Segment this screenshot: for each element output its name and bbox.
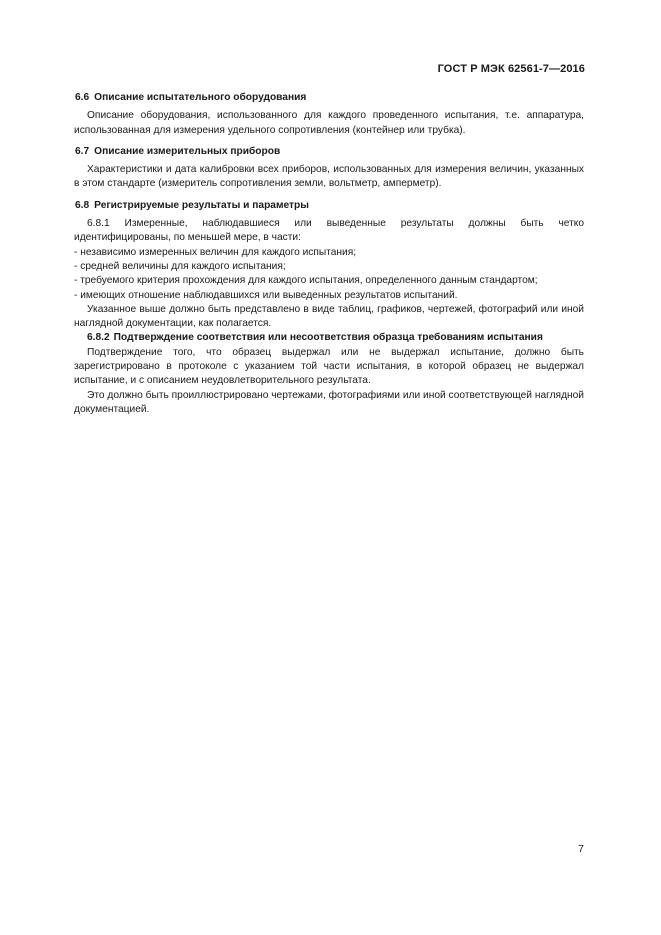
subsection-heading xyxy=(74,331,584,345)
section-paragraph: Характеристики и дата калибровки всех приборов, использованных для измерения величин, указанных в этом стандарте (измеритель сопротивления земли, вольтметр, амперметр). xyxy=(74,164,584,190)
list-item: - имеющих отношение наблюдавшихся или выведенных результатов испытаний. xyxy=(74,289,458,301)
subsection-paragraph: Подтверждение того, что образец выдержал или не выдержал испытание, должно быть зарегистрировано в протоколе с указанием той части испытания, в которой образец не выдержал испытание, и с описанием неудовлетворительного результата. xyxy=(74,346,584,387)
section-heading xyxy=(74,199,584,213)
section-6-8-2 xyxy=(74,331,584,417)
list-item: - средней величины для каждого испытания; xyxy=(74,260,286,272)
section-number: 6.7 xyxy=(75,145,90,157)
standard-designation: ГОСТ Р МЭК 62561-7—2016 xyxy=(437,63,585,75)
section-heading xyxy=(74,91,584,105)
section-number: 6.6 xyxy=(75,92,90,103)
section-paragraph: Описание оборудования, использованного для каждого проведенного испытания, т.е. аппаратура, использованная для измерения удельного сопротивления (контейнер или трубка). xyxy=(74,110,584,136)
section-6-8 xyxy=(74,199,584,332)
section-heading xyxy=(74,145,584,159)
section-number: 6.8 xyxy=(75,199,90,211)
presentation-paragraph: Указанное выше должно быть представлено в виде таблиц, графиков, чертежей, фотографий или иной наглядной документации, как полагается. xyxy=(74,303,584,330)
list-item: - независимо измеренных величин для каждого испытания; xyxy=(74,246,357,258)
page-number: 7 xyxy=(578,843,584,855)
illustration-paragraph: Это должно быть проиллюстрировано чертежами, фотографиями или иной соответствующей наглядной документацией. xyxy=(74,389,584,415)
section-title: Описание измерительных приборов xyxy=(94,145,281,157)
subsection-title: Подтверждение соответствия или несоответствия образца требованиям испытания xyxy=(113,332,543,344)
subsection-number: 6.8.2 xyxy=(87,332,110,344)
section-title: Описание испытательного оборудования xyxy=(94,92,307,103)
section-title: Регистрируемые результаты и параметры xyxy=(94,199,309,211)
document-body xyxy=(74,91,584,417)
section-6-6 xyxy=(74,91,584,138)
clause-6-8-1-paragraph: 6.8.1 Измеренные, наблюдавшиеся или выведенные результаты должны быть четко идентифицированы, по меньшей мере, в части: xyxy=(74,218,584,244)
section-6-7 xyxy=(74,145,584,192)
list-item: - требуемого критерия прохождения для каждого испытания, определенного данным стандартом; xyxy=(74,275,538,287)
